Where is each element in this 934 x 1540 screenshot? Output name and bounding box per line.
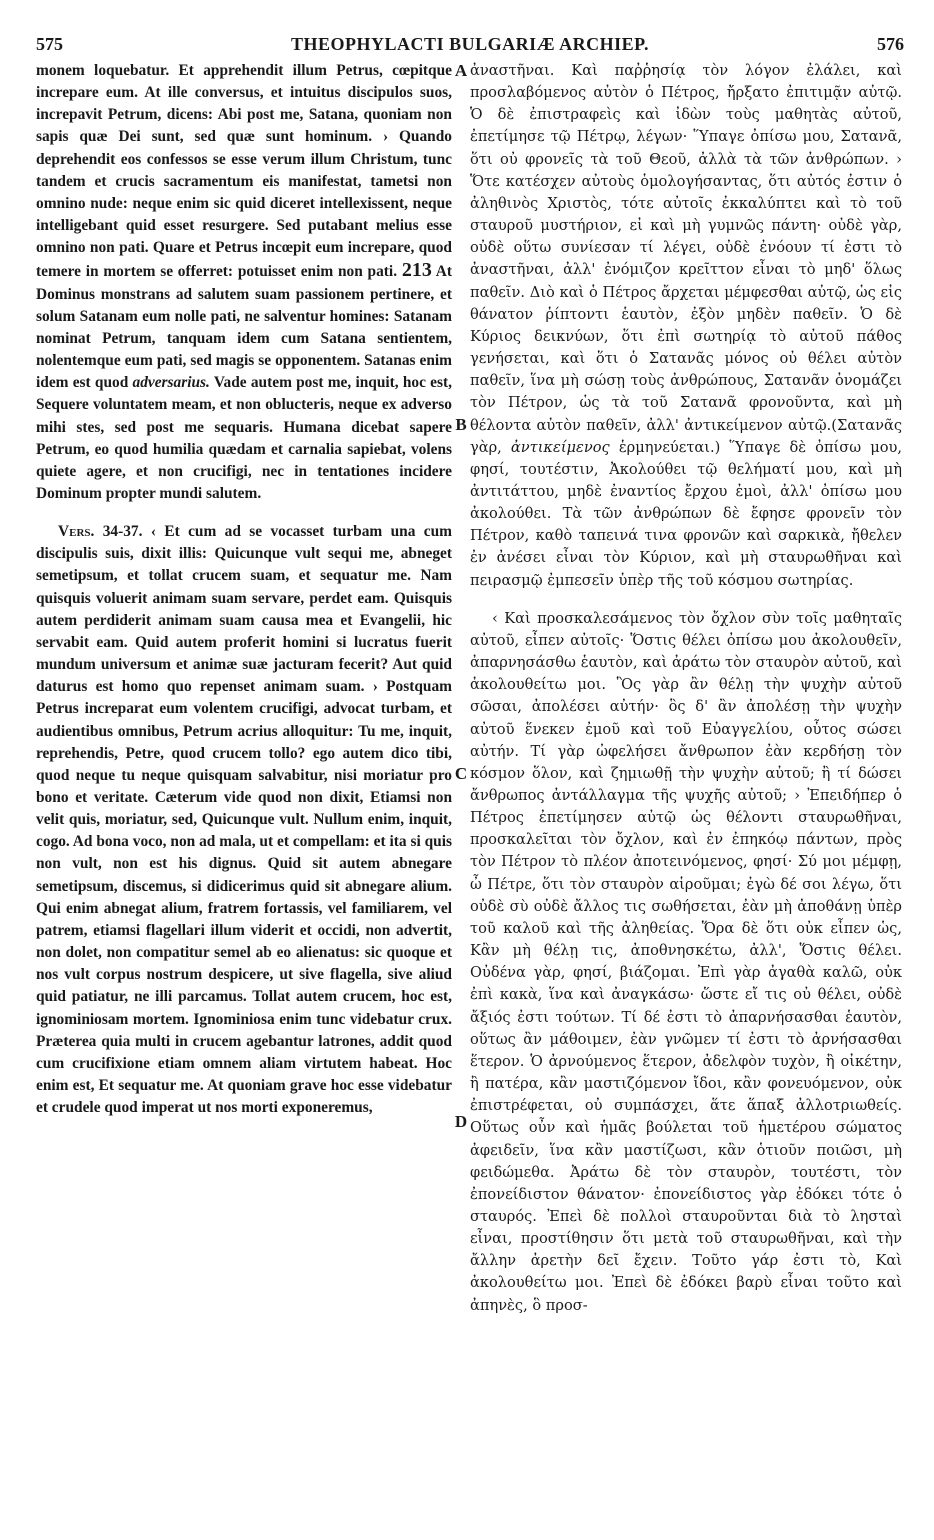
latin-italic-term: adversarius.: [132, 374, 210, 392]
running-title: THEOPHYLACTI BULGARIÆ ARCHIEP.: [291, 34, 649, 54]
page-number-left: 575: [36, 34, 63, 54]
greek-text-1b: ἑρμηνεύεται.) Ὕπαγε δὲ ὀπίσω μου, φησί, τουτέστιν, Ἀκολούθει τῷ θελήματί μου, καὶ μὴ ἀντιτάττου, μηδὲ ἐναντίος ἔρχου ἐμοὶ, ἀλλ' ὀπίσω μου ἀκολούθει. Τὰ τῶν ἀνθρώπων δὲ ἔφησε φρονεῖν τὸν Πέτρον, καθὸ ταπεινά τινα φρονῶν καὶ σαρκικὰ, ἤθελεν ἐν ἀνέσει εἶναι τὸν Κύριον, καὶ μὴ σταυρωθῆναι καὶ πειρασμῷ ἐμπεσεῖν ὑπὲρ τῆς τοῦ κόσμου σωτηρίας.: [470, 438, 902, 589]
greek-paragraph-2: [470, 608, 902, 1317]
column-number: 213: [401, 259, 432, 282]
latin-text-2: ‹ Et cum ad se vocasset turbam una cum discipulis suis, dixit illis: Quicunque vult sequi me, abneget semetipsum, et tollat crucem suam, et sequatur me. Nam quisquis voluerit animam suam servare, perdet eam. Quisquis autem perdiderit animam suam causa mea et Evangelii, hic servabit eam. Quid autem proferit homini si lucratus fuerit mundum universum et animæ suæ jacturam fecerit? Aut quid daturus est homo quo repenset animam suam. › Postquam Petrus increparat eum volentem crucifigi, advocat turbam, et audientibus omnibus, Petrum acrius alloquitur: Tu me, inquit, reprehendis, Petre, quod crucem tollo? ego autem dico tibi, quod neque tu neque quisquam salvabitur, nisi moriatur pro bono et veritate. Cæterum vide quod non dixit, Etiamsi non velit quis, moriatur, sed, Quicunque vult. Nullum enim, inquit, cogo. Ad bona voco, non ad mala, ut et compellam: et ita si quis non vult, non est his dignus. Quid sit autem abnegare semetipsum, discemus, si didicerimus quid sit abnegare alium. Qui enim abnegat alium, fratrem fortassis, vel familiarem, vel patrem, etiamsi flagellari illum viderit et occidi, non advertit, non dolet, non compatitur semel ab eo alienatus: sic quoque et nos vult corpus nostrum despicere, ut sive flagella, sive aliud quid patiatur, ne illi parcamus. Tollat autem crucem, hoc est, ignominiosam mortem. Ignominiosa enim tunc videbatur crux. Præterea quia multi in crucem agebantur latrones, addit quod cum crucifixione etiam omnem aliam virtutem habeat. Hoc enim est, Et sequatur me. At quoniam grave hoc esse videbatur et crudele quod imperat ut nos morti exponeremus,: [36, 523, 452, 1117]
latin-paragraph-1: [36, 60, 452, 505]
section-marker-c: C: [454, 764, 468, 783]
page-header: [36, 34, 904, 60]
greek-text-1a: ἀναστῆναι. Καὶ παῤῥησίᾳ τὸν λόγον ἐλάλει, καὶ προσλαβόμενος αὐτὸν ὁ Πέτρος, ἤρξατο ἐπιτιμᾷν αὐτῷ. Ὁ δὲ ἐπιστραφεὶς καὶ ἰδὼν τοὺς μαθητὰς αὐτοῦ, ἐπετίμησε τῷ Πέτρῳ, λέγων· Ὕπαγε ὀπίσω μου, Σατανᾶ, ὅτι οὐ φρονεῖς τὰ τοῦ Θεοῦ, ἀλλὰ τὰ τῶν ἀνθρώπων. › Ὅτε κατέσχεν αὐτοὺς ὁμολογήσαντας, ὅτι αὐτός ἐστιν ὁ ἀληθινὸς Χριστὸς, τότε αὐτοῖς ἐκκαλύπτει καὶ τὸ τοῦ σταυροῦ μυστήριον, εἰ καὶ μὴ γυμνῶς πάντη· οὐδὲ γὰρ, οὐδὲ οὕτω συνίεσαν τί λέγει, οὐδὲ ἐνόουν τί ἐστι τὸ ἀναστῆναι, ἀλλ' ἐνόμιζον κρεῖττον εἶναι τὸ μηδ' ὅλως παθεῖν. Διὸ καὶ ὁ Πέτρος ἄρχεται μέμφεσθαι αὐτῷ, ὡς εἰς θάνατον ῥίπτοντι ἑαυτὸν, ἐξὸν μηδὲν παθεῖν. Ὁ δὲ Κύριος δεικνύων, ὅτι ἐπὶ σωτηρίᾳ τὸ αὐτοῦ πάθος γενήσεται, καὶ ὅτι ὁ Σατανᾶς μόνος οὐ θέλει αὐτὸν παθεῖν, ἵνα μὴ σώσῃ τοὺς ἀνθρώπους, Σατανᾶν ὀνομάζει τὸν Πέτρον, ὡς τὰ τοῦ Σατανᾶ φρονοῦντα, καὶ μὴ θέλοντα αὐτὸν παθεῖν, ἀλλ' ἀντικείμενον αὐτῷ.(Σατανᾶς γὰρ,: [470, 62, 902, 456]
section-marker-b: B: [455, 415, 467, 434]
greek-italic-term: ἀντικείμενος: [510, 438, 610, 456]
latin-column: [36, 60, 452, 1500]
latin-text-1c: Vade autem post me, inquit, hoc est, Sequere voluntatem meam, et non oblucteris, neque ex adverso mihi stes, sed post me sequaris. Humana dicebat sapere Petrum, eo quod humilia quædam et carnalia sapiebat, volens quiete agere, et non crucifigi, nec in tentationes incidere Dominum propter mundi salutem.: [36, 374, 452, 502]
page-number-right: 576: [877, 34, 904, 54]
latin-text-1b: At Dominus monstrans ad salutem suam passionem pertinere, et solum Satanam eum nolle pati, ne salventur homines: Satanam nominat Petrum, tanquam idem cum Satana sentientem, nolentemque eum pati, sed magis se opponentem. Satanas enim idem est quod: [36, 263, 452, 392]
greek-paragraph-1: [470, 60, 902, 592]
latin-paragraph-2: [36, 521, 452, 1119]
section-marker-a: A: [454, 61, 468, 80]
latin-text-1a: monem loquebatur. Et apprehendit illum Petrus, cœpitque increpare eum. At ille conversus, et intuitus discipulos suos, increpavit Petrum, dicens: Abi post me, Satana, quoniam non sapis quæ Dei sunt, sed quæ sunt hominum. › Quando deprehendit eos confessos se esse verum illum Christum, tunc tandem et crucis sacramentum eis manifestat, tametsi non omnino nude: neque enim sic quid diceret intellexissent, neque intelligebant quid esset resurgere. Sed putabant melius esse omnino non pati. Quare et Petrus incœpit eum increpare, quod temere in mortem se offerret: potuisset enim non pati.: [36, 62, 452, 281]
greek-column: [470, 60, 902, 1500]
verse-label: Vers. 34-37.: [58, 523, 143, 541]
section-marker-d: D: [454, 1112, 468, 1131]
greek-text-2: ‹ Καὶ προσκαλεσάμενος τὸν ὄχλον σὺν τοῖς μαθηταῖς αὐτοῦ, εἶπεν αὐτοῖς· Ὅστις θέλει ὀπίσω μου ἀκολουθεῖν, ἀπαρνησάσθω ἑαυτὸν, καὶ ἀράτω τὸν σταυρὸν αὐτοῦ, καὶ ἀκολουθείτω μοι. Ὃς γὰρ ἂν θέλῃ τὴν ψυχὴν αὐτοῦ σῶσαι, ἀπολέσει αὐτήν· ὃς δ' ἂν ἀπολέσῃ τὴν ψυχὴν αὐτοῦ ἕνεκεν ἐμοῦ καὶ τοῦ Εὐαγγελίου, οὗτος σώσει αὐτήν. Τί γὰρ ὠφελήσει ἄνθρωπον ἐὰν κερδήσῃ τὸν κόσμον ὅλον, καὶ ζημιωθῇ τὴν ψυχὴν αὐτοῦ; ἢ τί δώσει ἄνθρωπος ἀντάλλαγμα τῆς ψυχῆς αὐτοῦ; › Ἐπειδήπερ ὁ Πέτρος ἐπετίμησεν αὐτῷ ὡς θέλοντι σταυρωθῆναι, προσκαλεῖται τὸν ὄχλον, καὶ ἐν ἐπηκόῳ πάντων, πρὸς τὸν Πέτρον τὸ πλέον ἀποτεινόμενος, φησί· Σύ μοι μέμφῃ, ὦ Πέτρε, ὅτι τὸν σταυρὸν αἱροῦμαι; ἐγὼ δέ σοι λέγω, ὅτι οὐδὲ σὺ οὐδὲ ἄλλος τις σωθήσεται, ἐὰν μὴ ἀποθάνῃ ὑπὲρ τοῦ καλοῦ καὶ τῆς ἀληθείας. Ὅρα δὲ ὅτι οὐκ εἶπεν ὡς, Κἂν μὴ θέλῃ τις, ἀποθνησκέτω, ἀλλ', Ὅστις θέλει. Οὐδένα γὰρ, φησί, βιάζομαι. Ἐπὶ γὰρ ἀγαθὰ καλῶ, οὐκ ἐπὶ κακὰ, ἵνα καὶ ἀναγκάσω· ὥστε εἴ τις οὐ θέλει, οὐδὲ ἄξιός ἐστι τούτων. Τί δέ ἐστι τὸ ἀπαρνήσασθαι ἑαυτὸν, οὕτως ἂν μάθοιμεν, ἐὰν γνῶμεν τί ἐστι τὸ ἀρνήσασθαι ἕτερον. Ὁ ἀρνούμενος ἕτερον, ἀδελφὸν τυχὸν, ἢ οἰκέτην, ἢ πατέρα, κἂν μαστιζόμενον ἴδοι, κἂν φονευόμενον, οὐκ ἐπιστρέφεται, οὐ συμπάσχει, ἅτε ἅπαξ ἀλλοτριωθείς. Οὕτως οὖν καὶ ἡμᾶς βούλεται τοῦ ἡμετέρου σώματος ἀφειδεῖν, ἵνα κἂν μαστίζωσι, κἂν ὁτιοῦν ποιῶσι, μὴ φειδώμεθα. Ἀράτω δὲ τὸν σταυρὸν, τουτέστι, τὸν ἐπονείδιστον θάνατον· ἐπονείδιστος γὰρ ἐδόκει τότε ὁ σταυρός. Ἐπεὶ δὲ πολλοὶ σταυροῦνται διὰ τὸ λησταὶ εἶναι, προστίθησιν ὅτι μετὰ τοῦ σταυρωθῆναι, καὶ τὴν ἄλλην ἀρετὴν δεῖ ἔχειν. Τοῦτο γάρ ἐστι τὸ, Καὶ ἀκολουθείτω μοι. Ἐπεὶ δὲ ἐδόκει βαρὺ εἶναι τοῦτο καὶ ἀπηνὲς, ὃ προσ-: [470, 609, 902, 1314]
